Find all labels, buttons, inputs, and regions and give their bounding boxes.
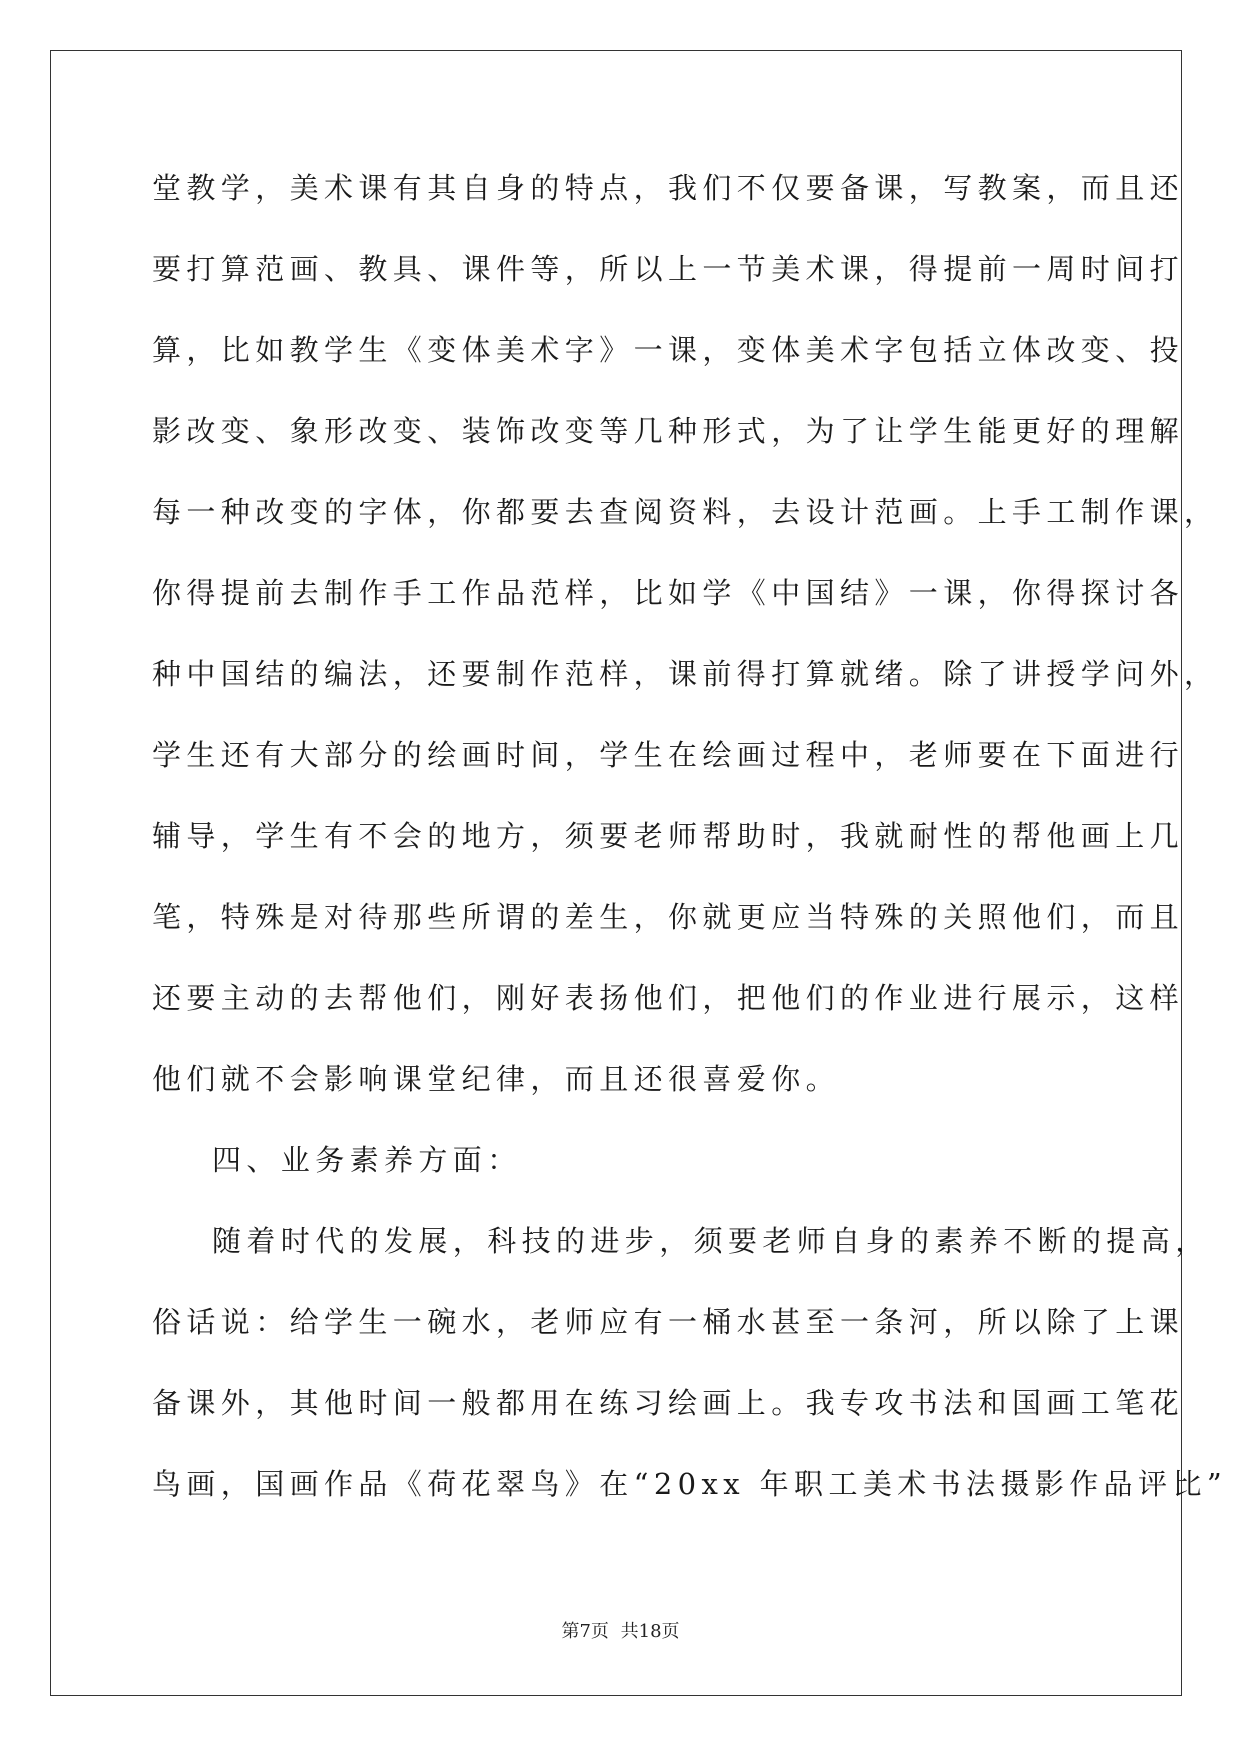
text-line: 种中国结的编法，还要制作范样，课前得打算就绪。除了讲授学问外， bbox=[152, 657, 1219, 691]
text-line: 影改变、象形改变、装饰改变等几种形式，为了让学生能更好的理解 bbox=[152, 414, 1185, 448]
section-heading: 四、业务素养方面： bbox=[212, 1143, 522, 1177]
text-line: 还要主动的去帮他们，刚好表扬他们，把他们的作业进行展示，这样 bbox=[152, 981, 1185, 1015]
text-line: 要打算范画、教具、课件等，所以上一节美术课，得提前一周时间打 bbox=[152, 252, 1185, 286]
page-number: 第7页 bbox=[561, 1621, 609, 1642]
text-line: 笔，特殊是对待那些所谓的差生，你就更应当特殊的关照他们，而且 bbox=[152, 900, 1185, 934]
text-line: 俗话说：给学生一碗水，老师应有一桶水甚至一条河，所以除了上课 bbox=[152, 1305, 1185, 1339]
document-body bbox=[152, 163, 1228, 1540]
page-footer bbox=[0, 1617, 1241, 1643]
text-line: 他们就不会影响课堂纪律，而且还很喜爱你。 bbox=[152, 1062, 841, 1096]
text-line: 学生还有大部分的绘画时间，学生在绘画过程中，老师要在下面进行 bbox=[152, 738, 1185, 772]
text-line: 鸟画，国画作品《荷花翠鸟》在“20xx 年职工美术书法摄影作品评比” bbox=[152, 1467, 1228, 1501]
text-line: 你得提前去制作手工作品范样，比如学《中国结》一课，你得探讨各 bbox=[152, 576, 1185, 610]
text-line: 算，比如教学生《变体美术字》一课，变体美术字包括立体改变、投 bbox=[152, 333, 1185, 367]
text-line: 备课外，其他时间一般都用在练习绘画上。我专攻书法和国画工笔花 bbox=[152, 1386, 1185, 1420]
text-line: 随着时代的发展，科技的进步，须要老师自身的素养不断的提高， bbox=[212, 1224, 1210, 1258]
text-line: 辅导，学生有不会的地方，须要老师帮助时，我就耐性的帮他画上几 bbox=[152, 819, 1185, 853]
text-line: 堂教学，美术课有其自身的特点，我们不仅要备课，写教案，而且还 bbox=[152, 171, 1185, 205]
text-line: 每一种改变的字体，你都要去查阅资料，去设计范画。上手工制作课， bbox=[152, 495, 1219, 529]
page-total: 共18页 bbox=[620, 1621, 680, 1642]
